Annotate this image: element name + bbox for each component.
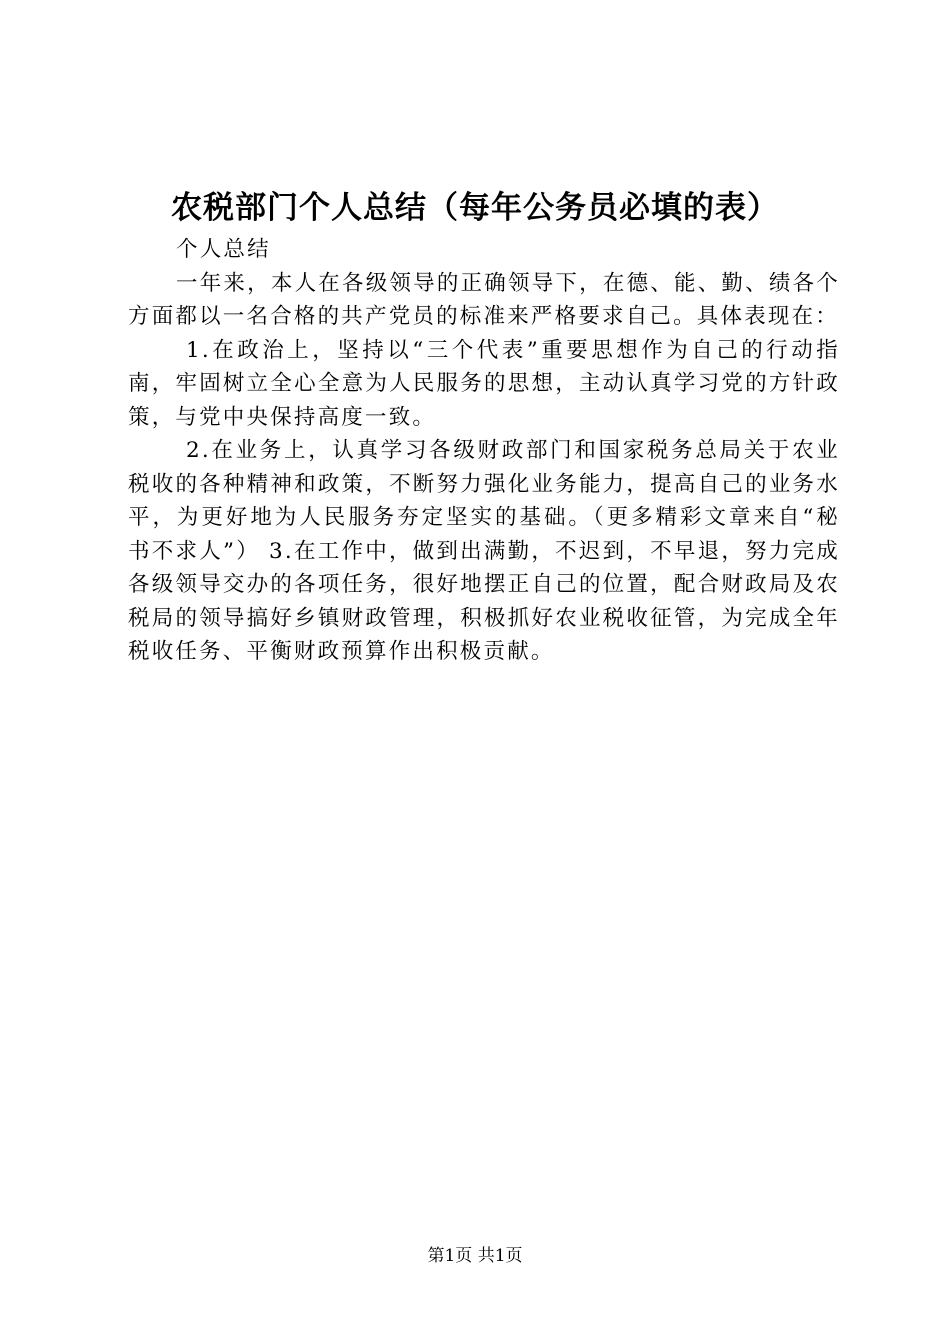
paragraph-item-1: 1.在政治上，坚持以“三个代表”重要思想作为自己的行动指南，牢固树立全心全意为人民服务的思想，主动认真学习党的方针政策，与党中央保持高度一致。 bbox=[128, 337, 840, 430]
paragraph-item-2: 2.在业务上，认真学习各级财政部门和国家税务总局关于农业税收的各种精神和政策，不断努力强化业务能力，提高自己的业务水平，为更好地为人民服务夯定坚实的基础。（更多精彩文章来自“秘书不求人”） 3.在工作中，做到出满勤，不迟到，不早退，努力完成各级领导交办的各项任务，很好地摆正自己的位置，配合财政局及农税局的领导搞好乡镇财政管理，积极抓好农业税收征管，为完成全年税收任务、平衡财政预算作出积极贡献。 bbox=[128, 438, 840, 664]
section-heading: 个人总结 bbox=[176, 237, 271, 262]
document-title: 农税部门个人总结（每年公务员必填的表） bbox=[171, 190, 779, 226]
page-footer: 第1页 共1页 bbox=[427, 1246, 523, 1266]
document-body bbox=[128, 233, 840, 669]
paragraph-intro: 一年来，本人在各级领导的正确领导下，在德、能、勤、绩各个方面都以一名合格的共产党员的标准来严格要求自己。具体表现在： bbox=[128, 270, 840, 329]
